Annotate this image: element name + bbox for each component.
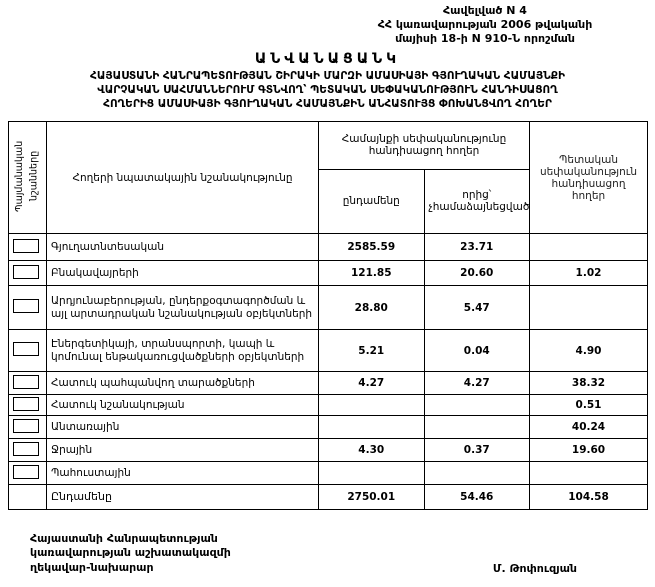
legend-box: [13, 419, 39, 433]
of-which-cell: 0.37: [424, 439, 530, 462]
total-cell: 4.27: [319, 372, 425, 395]
document-footer: [30, 532, 577, 575]
total-row: [9, 485, 648, 510]
appendix-line: ՀՀ կառավարության 2006 թվականի: [377, 17, 593, 31]
signatory-name: Մ. Թոփուզյան: [492, 562, 577, 576]
purpose-cell: Հատուկ պահպանվող տարածքների: [47, 372, 319, 395]
appendix-line: Հավելված N 4: [443, 4, 527, 17]
legend-box: [13, 397, 39, 411]
subtitle-line: ՀՈՂԵՐԻՑ ԱՄԱՍԻԱՅԻ ԳՅՈՒՂԱԿԱՆ ՀԱՄԱՅՆՔԻՆ ԱՆՀԱՏՈՒՅՑ ՓՈԽԱՆՑՎՈՂ ՀՈՂԵՐ: [103, 97, 552, 110]
subcolumn-of-which: որից՝ չհամաձայնեցված: [424, 169, 530, 234]
total-cell: 5.21: [319, 330, 425, 372]
purpose-cell: Պահուստային: [47, 462, 319, 485]
grand-state-cell: 104.58: [530, 485, 648, 510]
state-cell: 19.60: [530, 439, 648, 462]
state-cell: 1.02: [530, 261, 648, 286]
signatory-line: Հայաստանի Հանրապետության: [30, 532, 218, 546]
table-row: [9, 330, 648, 372]
signatory-line: կառավարության աշխատակազմի: [30, 546, 231, 560]
column-header-symbols: [9, 122, 47, 234]
of-which-cell: 5.47: [424, 286, 530, 330]
symbol-cell: [9, 439, 47, 462]
purpose-cell: Բնակավայրերի: [47, 261, 319, 286]
subcolumn-total: ընդամենը: [319, 169, 425, 234]
grand-total-cell: 2750.01: [319, 485, 425, 510]
symbol-cell: [9, 286, 47, 330]
state-cell: [530, 286, 648, 330]
total-cell: 2585.59: [319, 234, 425, 261]
of-which-cell: [424, 395, 530, 416]
symbol-cell: [9, 234, 47, 261]
column-header-state: Պետական սեփականություն հանդիսացող հողեր: [530, 122, 648, 234]
signatory-line: ղեկավար-նախարար: [30, 560, 154, 574]
of-which-cell: 4.27: [424, 372, 530, 395]
appendix-header: [322, 4, 648, 45]
document-subtitle: [0, 70, 655, 111]
of-which-cell: 23.71: [424, 234, 530, 261]
subtitle-line: ՎԱՐՉԱԿԱՆ ՍԱՀՄԱՆՆԵՐՈՒՄ ԳՏՆՎՈՂ՝ ՊԵՏԱԿԱՆ ՍԵՓԱԿԱՆՈՒԹՅՈՒՆ ՀԱՆԴԻՍԱՑՈՂ: [97, 83, 558, 96]
signatory-title: [30, 532, 231, 575]
page-title: ԱՆՎԱՆԱՑԱՆԿ: [254, 51, 401, 68]
table-row: [9, 372, 648, 395]
purpose-cell: Արդյունաբերության, ընդերքօգտագործման և այլ արտադրական նշանակության օբյեկտների: [47, 286, 319, 330]
table-row: [9, 439, 648, 462]
legend-box: [13, 465, 39, 479]
purpose-cell: Ջրային: [47, 439, 319, 462]
symbol-cell: [9, 416, 47, 439]
table-row: [9, 416, 648, 439]
table-row: [9, 395, 648, 416]
total-label: Ընդամենը: [47, 485, 319, 510]
state-cell: 38.32: [530, 372, 648, 395]
state-cell: [530, 234, 648, 261]
symbol-cell: [9, 372, 47, 395]
legend-box: [13, 299, 39, 313]
of-which-cell: 0.04: [424, 330, 530, 372]
table-row: [9, 261, 648, 286]
symbol-cell: [9, 485, 47, 510]
land-transfer-table: [8, 121, 648, 510]
column-group-community: Համայնքի սեփականությունը հանդիսացող հողեր: [319, 122, 530, 169]
table-row: [9, 462, 648, 485]
purpose-cell: Անտառային: [47, 416, 319, 439]
legend-box: [13, 375, 39, 389]
column-header-purpose: Հողերի նպատակային նշանակությունը: [47, 122, 319, 234]
symbol-cell: [9, 261, 47, 286]
state-cell: 0.51: [530, 395, 648, 416]
symbols-header-label: Պայմանական նշանները: [14, 140, 40, 212]
of-which-cell: [424, 416, 530, 439]
legend-box: [13, 239, 39, 253]
state-cell: 40.24: [530, 416, 648, 439]
total-cell: [319, 462, 425, 485]
table-row: [9, 234, 648, 261]
table-row: [9, 286, 648, 330]
legend-box: [13, 342, 39, 356]
purpose-cell: Հատուկ նշանակության: [47, 395, 319, 416]
grand-of-which-cell: 54.46: [424, 485, 530, 510]
total-cell: [319, 395, 425, 416]
total-cell: [319, 416, 425, 439]
total-cell: 121.85: [319, 261, 425, 286]
state-cell: [530, 462, 648, 485]
table-header-row: [9, 122, 648, 169]
purpose-cell: Գյուղատնտեսական: [47, 234, 319, 261]
subtitle-line: ՀԱՅԱՍՏԱՆԻ ՀԱՆՐԱՊԵՏՈՒԹՅԱՆ ՇԻՐԱԿԻ ՄԱՐԶԻ ԱՄԱՍԻԱՅԻ ԳՅՈՒՂԱԿԱՆ ՀԱՄԱՅՆՔԻ: [90, 70, 565, 83]
state-cell: 4.90: [530, 330, 648, 372]
total-cell: 4.30: [319, 439, 425, 462]
legend-box: [13, 265, 39, 279]
purpose-cell: Էներգետիկայի, տրանսպորտի, կապի և կոմունալ ենթակառուցվածքների օբյեկտների: [47, 330, 319, 372]
of-which-cell: [424, 462, 530, 485]
symbol-cell: [9, 462, 47, 485]
appendix-line: մայիսի 18-ի N 910-Ն որոշման: [395, 31, 575, 45]
of-which-cell: 20.60: [424, 261, 530, 286]
legend-box: [13, 442, 39, 456]
symbol-cell: [9, 395, 47, 416]
total-cell: 28.80: [319, 286, 425, 330]
symbol-cell: [9, 330, 47, 372]
